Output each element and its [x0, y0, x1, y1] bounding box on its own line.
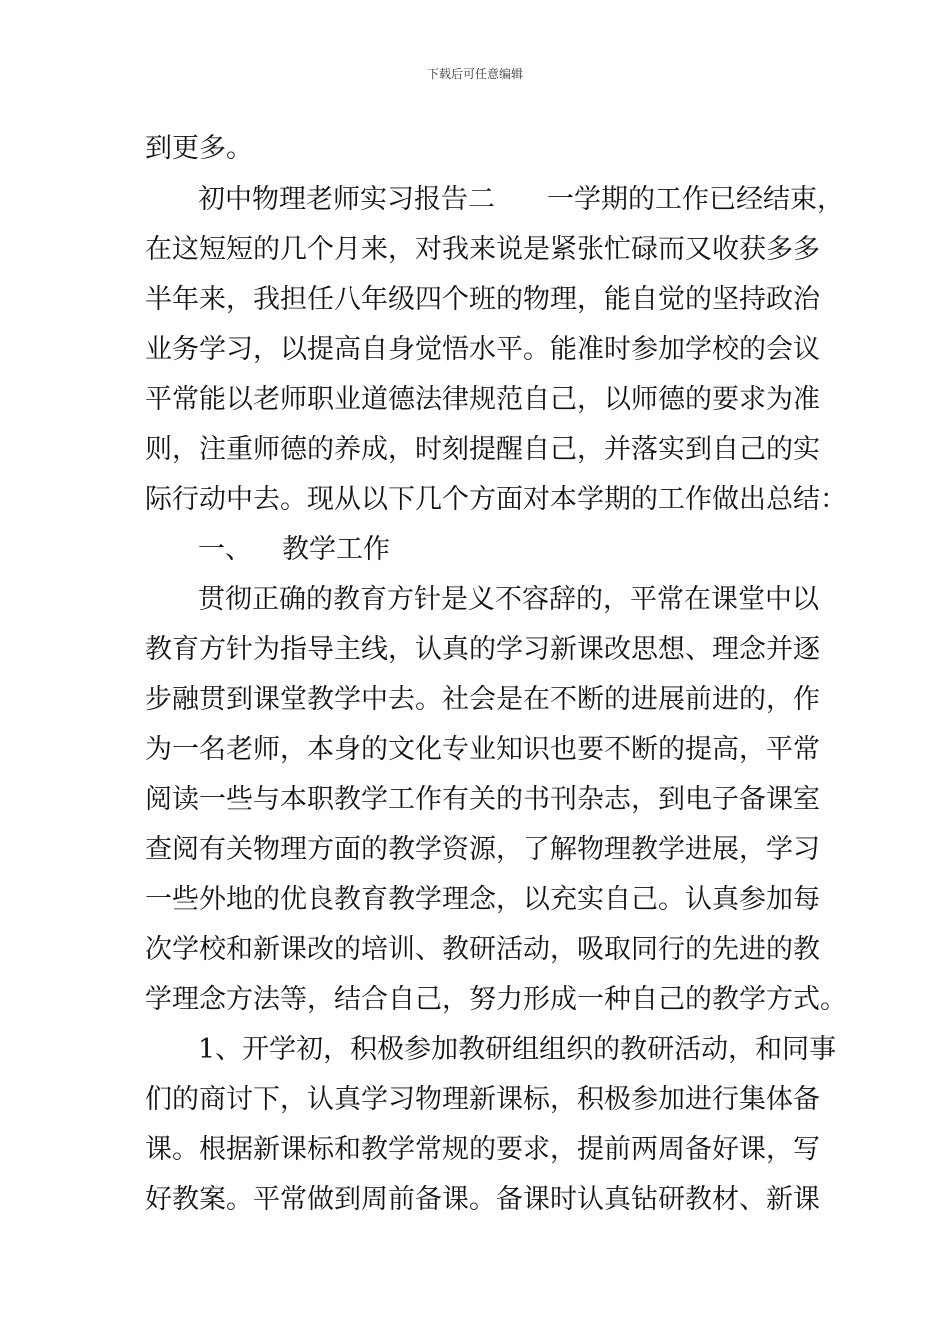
- section-heading: [198, 533, 898, 567]
- text-line: 们的商讨下，认真学习物理新课标，积极参加进行集体备: [145, 1084, 820, 1115]
- text-line: 在这短短的几个月来，对我来说是紧张忙碌而又收获多多: [145, 234, 820, 265]
- text-line: 一些外地的优良教育教学理念，以充实自己。认真参加每: [145, 884, 820, 915]
- page-header: 下载后可任意编辑: [426, 67, 523, 81]
- report-title: 初中物理老师实习报告二: [198, 184, 495, 215]
- text-line: 步融贯到课堂教学中去。社会是在不断的进展前进的，作: [145, 684, 820, 715]
- text-fragment: 一学期的工作已经结束，: [547, 184, 844, 215]
- text-line: 平常能以老师职业道德法律规范自己，以师德的要求为准: [145, 384, 820, 415]
- text-line: 课。根据新课标和教学常规的要求，提前两周备好课，写: [145, 1134, 820, 1165]
- text-line: 到更多。: [145, 133, 253, 164]
- section-number: 一、: [198, 534, 252, 565]
- text-line: 则，注重师德的养成，时刻提醒自己，并落实到自己的实: [145, 434, 820, 465]
- text-line: 学理念方法等，结合自己，努力形成一种自己的教学方式。: [145, 984, 847, 1015]
- text-line: 次学校和新课改的培训、教研活动，吸取同行的先进的教: [145, 934, 820, 965]
- text-line: 教育方针为指导主线，认真的学习新课改思想、理念并逐: [145, 634, 820, 665]
- text-line: 业务学习，以提高自身觉悟水平。能准时参加学校的会议: [145, 334, 820, 365]
- text-line: 查阅有关物理方面的教学资源，了解物理教学进展，学习: [145, 834, 820, 865]
- text-line: 半年来，我担任八年级四个班的物理，能自觉的坚持政治: [145, 284, 820, 315]
- section-title-line: [198, 183, 898, 217]
- text-line: 阅读一些与本职教学工作有关的书刊杂志，到电子备课室: [145, 784, 820, 815]
- text-line: 际行动中去。现从以下几个方面对本学期的工作做出总结：: [145, 484, 847, 515]
- text-line: 1、开学初，积极参加教研组组织的教研活动，和同事: [198, 1034, 837, 1065]
- text-line: 贯彻正确的教育方针是义不容辞的，平常在课堂中以: [198, 584, 819, 615]
- text-line: 为一名老师，本身的文化专业知识也要不断的提高，平常: [145, 734, 820, 765]
- text-line: 好教案。平常做到周前备课。备课时认真钻研教材、新课: [145, 1184, 820, 1215]
- section-heading-text: 教学工作: [282, 534, 390, 565]
